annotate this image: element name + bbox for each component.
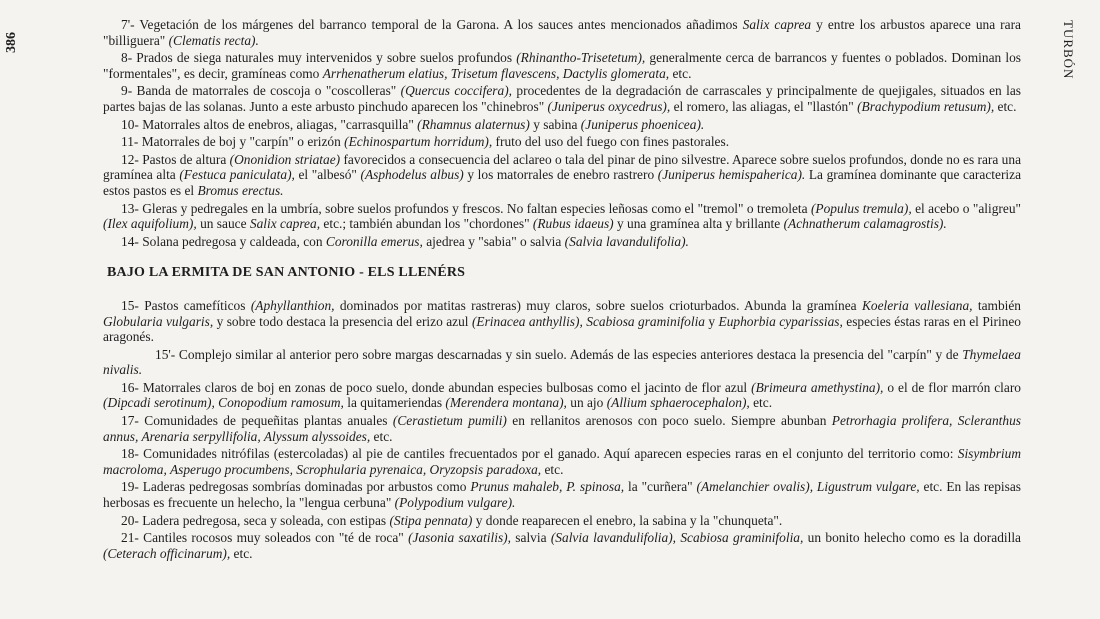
paragraph <box>103 134 1021 150</box>
species-name: (Quercus coccifera), <box>400 83 513 99</box>
text-segment: Matorrales altos de enebros, aliagas, "carrasquilla" <box>138 116 418 132</box>
text-segment: el "albesó" <box>294 167 361 183</box>
text-segment: el romero, las aliagas, el "llastón" <box>670 98 858 114</box>
text-segment: Comunidades de pequeñitas plantas anuales <box>138 413 393 429</box>
species-name: Petrorhagia prolifera, Scleranthus annus, Arenaria serpyllifolia, Alyssum alyssoides, <box>103 413 1022 444</box>
species-name: Salix caprea, <box>249 216 321 232</box>
species-name: (Dipcadi serotinum), Conopodium ramosum, <box>103 395 344 411</box>
text-segment: ajedrea y "sabia" o salvia <box>422 233 565 249</box>
species-name: (Allium sphaerocephalon), <box>606 395 750 411</box>
paragraph <box>103 380 1021 411</box>
text-segment: procedentes de la degradación de carrascales y principalmente de quejigales, situados en las partes bajas de las solanas. Junto a este arbusto pinchudo aparecen los "chinebros" <box>103 83 1021 114</box>
text-segment: etc. <box>994 98 1017 114</box>
species-name: (Ceterach officinarum), <box>103 545 231 561</box>
paragraph-number: 10- <box>121 116 139 132</box>
paragraph-number: 17- <box>121 413 139 429</box>
species-name: (Ononidion striatae) <box>229 151 341 167</box>
species-name: (Erinacea anthyllis), Scabiosa graminifolia <box>471 313 705 329</box>
paragraph-number: 12- <box>121 151 139 167</box>
text-segment: un sauce <box>196 216 250 232</box>
text-segment: Solana pedregosa y caldeada, con <box>138 233 326 249</box>
species-name: (Populus tremula), <box>810 200 912 216</box>
text-segment: salvia <box>510 530 551 546</box>
species-name: Salix caprea <box>742 17 812 32</box>
page-number: 386 <box>4 32 19 53</box>
text-segment: Banda de matorrales de coscoja o "coscolleras" <box>132 83 401 99</box>
species-name: (Ilex aquifolium), <box>103 216 197 232</box>
species-name: (Amelanchier ovalis), Ligustrum vulgare, <box>696 479 920 495</box>
species-name: (Jasonia saxatilis), <box>408 530 511 546</box>
paragraph <box>103 446 1021 477</box>
section-heading: BAJO LA ERMITA DE SAN ANTONIO - ELS LLENÉRS <box>107 265 466 281</box>
text-segment: Pastos de altura <box>138 151 230 167</box>
paragraph-number: 14- <box>121 233 139 249</box>
text-segment: y sabina <box>529 116 581 132</box>
species-name: (Merendera montana), <box>445 395 567 411</box>
text-segment: generalmente cerca de barrancos y fuentes o poblados. Dominan los "formentales", es decir, gramíneas como <box>103 50 1021 81</box>
text-segment: Gleras y pedregales en la umbría, sobre suelos profundos y frescos. No faltan especies leñosas como el "tremol" o tremoleta <box>138 200 811 216</box>
species-name: (Achnatherum calamagrostis). <box>783 216 947 232</box>
text-segment: Comunidades nitrófilas (estercoladas) al pie de cantiles frecuentados por el ganado. Aquí aparecen especies raras en el conjunto del territorio como: <box>138 446 958 462</box>
species-name: (Juniperus hemispaherica). <box>657 167 806 183</box>
text-segment: etc. <box>541 461 564 477</box>
species-name: (Brimeura amethystina), <box>751 379 884 395</box>
species-name: Prunus mahaleb, P. spinosa, <box>470 479 625 495</box>
paragraph <box>103 234 1021 250</box>
text-segment: y <box>704 313 719 329</box>
text-segment: fruto del uso del fuego con fines pastorales. <box>492 134 730 150</box>
text-segment: Laderas pedregosas sombrías dominadas por arbustos como <box>138 479 471 495</box>
text-segment: un ajo <box>566 395 607 411</box>
species-name: (Salvia lavandulifolia), Scabiosa graminifolia, <box>550 530 804 546</box>
text-segment: etc. <box>370 428 393 444</box>
species-name: Thymelaea nivalis. <box>103 346 1021 378</box>
paragraph-number: 13- <box>121 200 139 216</box>
paragraph-list-bottom <box>103 298 1021 562</box>
paragraph-number: 20- <box>121 512 139 528</box>
species-name: (Rubus idaeus) <box>532 216 614 232</box>
paragraph <box>103 50 1021 81</box>
species-name: (Asphodelus albus) <box>360 167 464 183</box>
text-segment: y una gramínea alta y brillante <box>613 216 784 232</box>
species-name: (Juniperus phoenicea). <box>580 116 705 132</box>
paragraph-number: 15- <box>121 297 139 313</box>
paragraph-number: 16- <box>121 379 139 395</box>
text-segment: Matorrales claros de boj en zonas de poco suelo, donde abundan especies bulbosas como el jacinto de flor azul <box>138 379 752 395</box>
paragraph-number: 7'- <box>121 17 135 32</box>
paragraph <box>103 201 1021 232</box>
species-name: Globularia vulgaris, <box>103 313 214 329</box>
text-segment: Vegetación de los márgenes del barranco temporal de la Garona. A los sauces antes mencionados añadimos <box>134 17 743 32</box>
paragraph-number: 15'- <box>155 346 176 362</box>
text-segment: etc. En las repisas herbosas es frecuente un helecho, la "lengua cerbuna" <box>103 479 1022 511</box>
paragraph <box>103 152 1021 199</box>
text-segment: la "curñera" <box>624 479 697 495</box>
text-segment: etc.; también abundan los "chordones" <box>320 216 533 232</box>
text-segment: también <box>972 297 1021 313</box>
text-segment: Complejo similar al anterior pero sobre margas descarnadas y sin suelo. Además de las especies anteriores destaca la presencia del "carpín" y de <box>175 346 963 362</box>
text-segment: especies éstas raras en el Pirineo aragonés. <box>103 313 1022 345</box>
species-name: Arrhenatherum elatius, Trisetum flavescens, Dactylis glomerata, <box>322 65 670 81</box>
text-segment: Ladera pedregosa, seca y soleada, con estipas <box>138 512 390 528</box>
paragraph <box>103 513 1021 529</box>
text-segment: etc. <box>669 65 692 81</box>
text-segment: La gramínea dominante que caracteriza estos pastos es el <box>103 167 1022 198</box>
text-segment: en rellanitos arenosos con poco suelo. Siempre abunban <box>506 413 832 429</box>
species-name: Coronilla emerus, <box>325 233 423 249</box>
paragraph-number: 21- <box>121 530 139 546</box>
species-name: (Stipa pennata) <box>389 512 473 528</box>
text-segment: y sobre todo destaca la presencia del erizo azul <box>213 313 472 329</box>
text-segment: Matorrales de boj y "carpín" o erizón <box>138 134 345 150</box>
text-segment: la quitameriendas <box>343 395 446 411</box>
species-name: Euphorbia cyparissias, <box>718 313 843 329</box>
paragraph-number: 18- <box>121 446 139 462</box>
text-segment: y entre los arbustos aparece una rara "billiguera" <box>103 17 1021 48</box>
species-name: (Rhamnus alaternus) <box>417 116 530 132</box>
text-segment: etc. <box>230 545 253 561</box>
text-segment: Pastos camefíticos <box>138 297 251 313</box>
species-name: (Echinospartum horridum), <box>344 134 493 150</box>
species-name: Sisymbrium macroloma, Asperugo procumbens, Scrophularia pyrenaica, Oryzopsis paradoxa, <box>103 446 1021 477</box>
text-segment: dominados por matitas rastreras) muy claros, sobre suelos crioturbados. Abunda la gramínea <box>334 297 862 313</box>
paragraph-number: 8- <box>121 50 133 66</box>
species-name: (Rhinantho-Trisetetum), <box>516 50 646 66</box>
text-segment: Cantiles rocosos muy soleados con "té de roca" <box>138 530 409 546</box>
paragraph <box>103 413 1021 444</box>
species-name: Koeleria vallesiana, <box>861 297 973 313</box>
paragraph-number: 19- <box>121 479 139 495</box>
text-segment: el acebo o "aligreu" <box>911 200 1021 216</box>
text-segment: favorecidos a consecuencia del aclareo o tala del pinar de pino silvestre. Aparece sobre suelos profundos, donde no es rara una gramínea alta <box>103 151 1022 183</box>
paragraph <box>103 479 1021 510</box>
paragraph <box>103 530 1021 561</box>
body-text <box>103 17 1021 563</box>
text-segment: Prados de siega naturales muy intervenidos y sobre suelos profundos <box>132 50 517 66</box>
species-name: (Brachypodium retusum), <box>857 98 995 114</box>
paragraph <box>103 83 1021 114</box>
text-segment: un bonito helecho como es la doradilla <box>803 530 1021 546</box>
running-head: TURBÓN <box>1061 20 1076 80</box>
species-name: (Festuca paniculata), <box>179 167 295 183</box>
paragraph <box>103 17 1021 48</box>
paragraph-list-top <box>103 17 1021 249</box>
paragraph <box>103 298 1021 345</box>
paragraph <box>103 117 1021 133</box>
species-name: (Salvia lavandulifolia). <box>564 233 689 249</box>
paragraph-number: 11- <box>121 134 139 150</box>
species-name: (Cerastietum pumili) <box>392 413 507 429</box>
paragraph <box>103 347 1021 378</box>
paragraph-number: 9- <box>121 83 133 99</box>
species-name: Bromus erectus. <box>197 182 284 198</box>
text-segment: y donde reaparecen el enebro, la sabina y la "chunqueta". <box>472 512 783 528</box>
species-name: (Aphyllanthion, <box>250 297 335 313</box>
species-name: (Clematis recta). <box>168 32 259 48</box>
text-segment: o el de flor marrón claro <box>883 379 1021 395</box>
species-name: (Juniperus oxycedrus), <box>547 98 671 114</box>
text-segment: etc. <box>749 395 773 411</box>
species-name: (Polypodium vulgare). <box>394 495 516 511</box>
text-segment: y los matorrales de enebro rastrero <box>463 167 658 183</box>
